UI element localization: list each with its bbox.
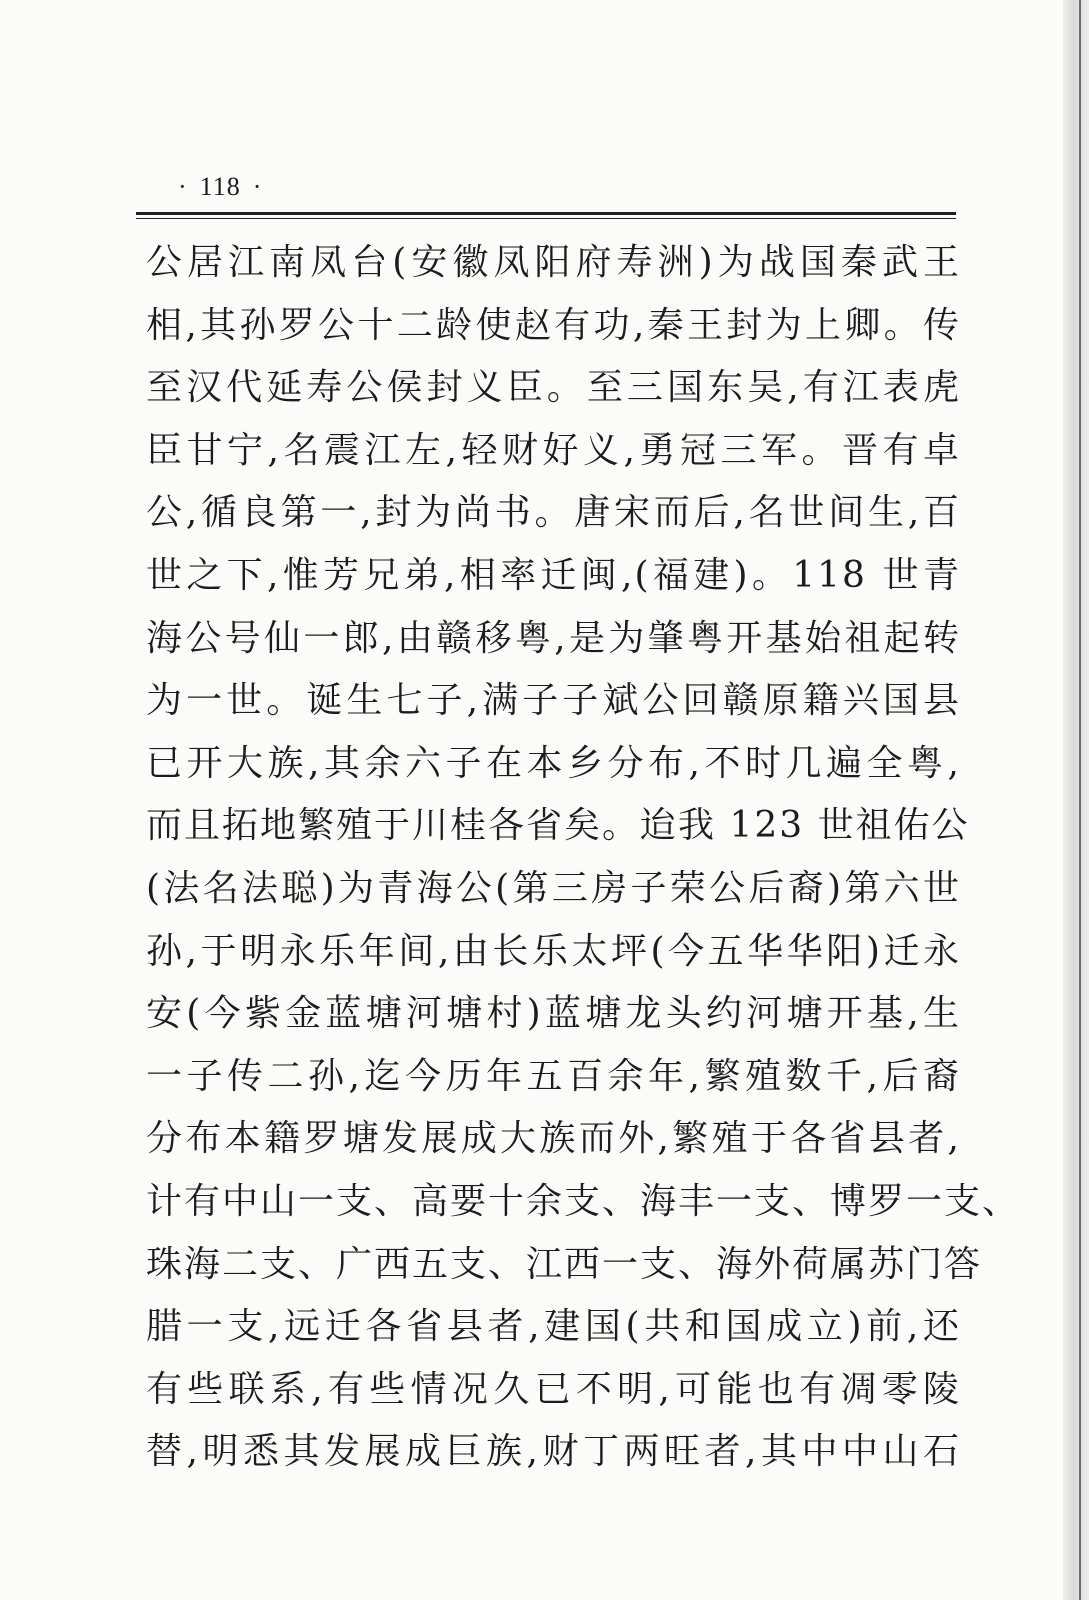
text-line: 分布本籍罗塘发展成大族而外,繁殖于各省县者, <box>146 1118 961 1160</box>
text-line: 珠海二支、广西五支、江西一支、海外荷属苏门答 <box>146 1243 983 1285</box>
text-line: 臣甘宁,名震江左,轻财好义,勇冠三军。晋有卓 <box>146 429 961 471</box>
text-line: 公,循良第一,封为尚书。唐宋而后,名世间生,百 <box>146 492 961 534</box>
text-line: 公居江南凤台(安徽凤阳府寿洲)为战国秦武王 <box>146 242 961 283</box>
text-line: 计有中山一支、高要十余支、海丰一支、博罗一支、 <box>146 1180 1021 1222</box>
text-line: 世之下,惟芳兄弟,相率迁闽,(福建)。118 世青 <box>146 554 961 596</box>
text-line: 而且拓地繁殖于川桂各省矣。迨我 123 世祖佑公 <box>146 805 970 847</box>
text-line: 替,明悉其发展成巨族,财丁两旺者,其中中山石 <box>146 1431 961 1473</box>
text-line: 海公号仙一郎,由赣移粤,是为肇粤开基始祖起转 <box>146 617 961 659</box>
text-line: 孙,于明永乐年间,由长乐太坪(今五华华阳)迁永 <box>146 930 961 972</box>
page-number: 118 <box>199 172 241 201</box>
text-line: 有些联系,有些情况久已不明,可能也有凋零陵 <box>146 1368 961 1410</box>
body-text <box>146 232 1021 1484</box>
header-dot-left: · <box>178 172 188 201</box>
text-line: 至汉代延寿公侯封义臣。至三国东吴,有江表虎 <box>146 367 961 409</box>
text-line: 为一世。诞生七子,满子子斌公回赣原籍兴国县 <box>146 680 961 722</box>
text-line: 安(今紫金蓝塘河塘村)蓝塘龙头约河塘开基,生 <box>146 993 961 1035</box>
scan-edge-shadow <box>1063 0 1089 1600</box>
text-line: 腊一支,远迁各省县者,建国(共和国成立)前,还 <box>146 1306 961 1348</box>
text-line: 相,其孙罗公十二龄使赵有功,秦王封为上卿。传 <box>146 304 961 346</box>
header-dot-right: · <box>252 172 263 201</box>
header-rule-thick <box>136 212 956 215</box>
scan-edge-line <box>1079 0 1081 1600</box>
text-line: 一子传二孙,迄今历年五百余年,繁殖数千,后裔 <box>146 1055 961 1097</box>
text-line: (法名法聪)为青海公(第三房子荣公后裔)第六世 <box>146 867 961 909</box>
page-header <box>166 172 274 202</box>
header-rule-thin <box>136 218 956 219</box>
text-line: 已开大族,其余六子在本乡分布,不时几遍全粤, <box>146 742 961 784</box>
